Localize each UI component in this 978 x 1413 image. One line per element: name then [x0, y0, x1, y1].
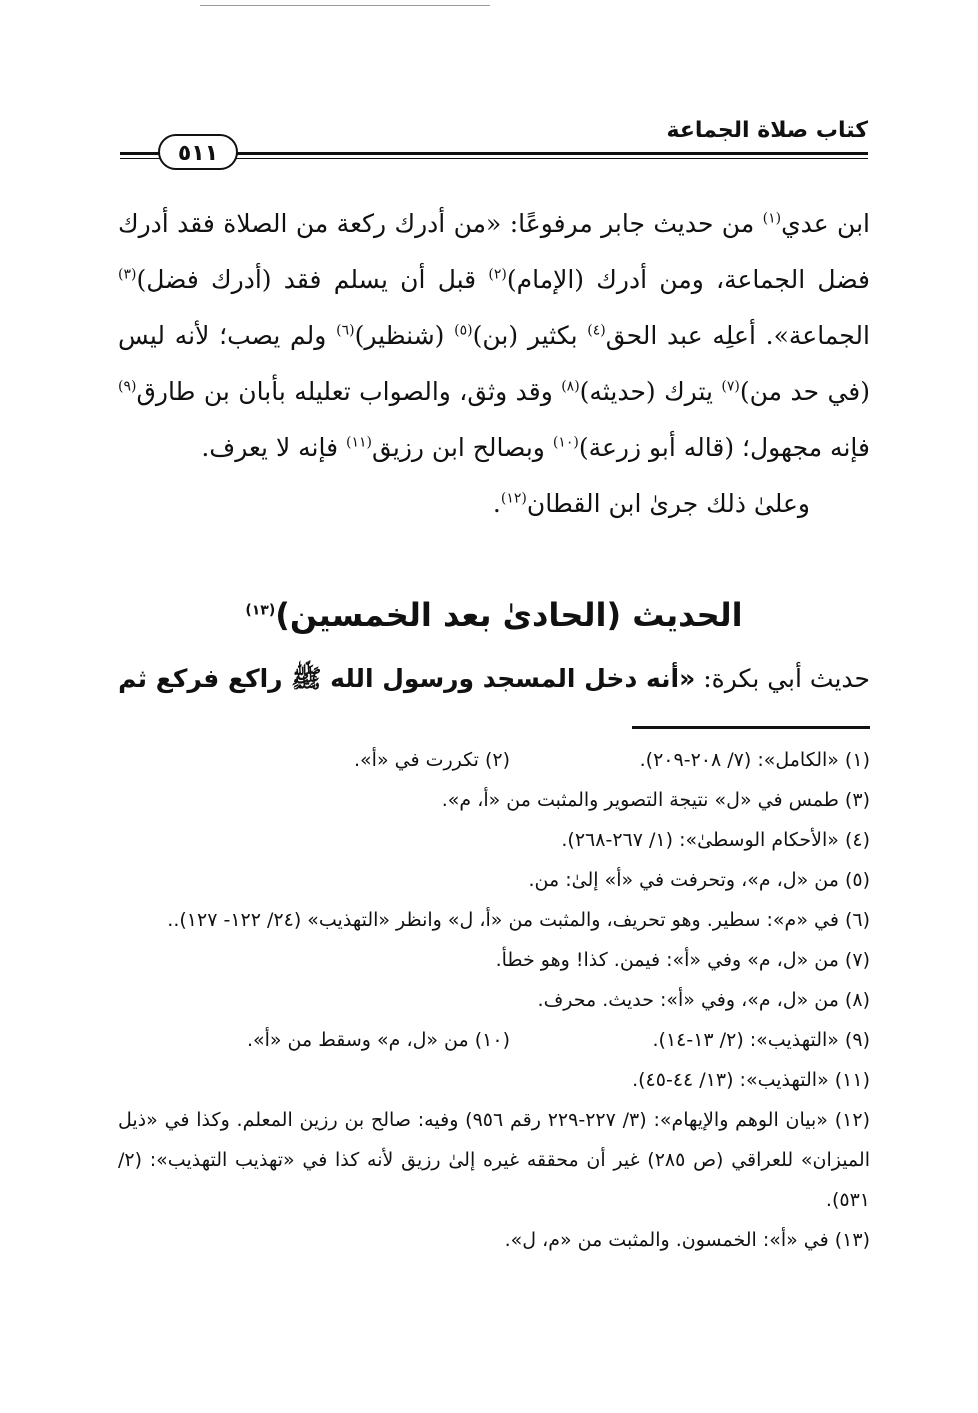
note-ref: (٨)	[561, 378, 580, 395]
note-ref: (١١)	[346, 434, 373, 451]
footnote-7: (٧) من «ل، م» وفي «أ»: فيمن. كذا! وهو خطأ.	[495, 949, 870, 971]
footnote-8: (٨) من «ل، م»، وفي «أ»: حديث. محرف.	[537, 989, 870, 1011]
footnote-9: (٩) «التهذيب»: (٢/ ١٣-١٤).	[652, 1029, 870, 1051]
hadith-quote: «أنه دخل المسجد ورسول الله ﷺ راكع فركع ثم	[118, 664, 696, 693]
paragraph-2	[118, 476, 870, 532]
note-ref: (٩)	[118, 378, 137, 395]
section-heading	[118, 590, 870, 640]
footnote-separator	[632, 726, 870, 729]
footnote-10: (١٠) من «ل، م» وسقط من «أ».	[246, 1029, 510, 1051]
footnote-12: (١٢) «بيان الوهم والإيهام»: (٣/ ٢٢٧-٢٢٩ رقم ٩٥٦) وفيه: صالح بن رزين المعلم. وكذا في «ذيل الميزان» للعراقي (ص ٢٨٥) غير أن محققه غيره إلىٰ رزيق لأنه كذا في «تهذيب التهذيب»: (٢/ ٥٣١).	[118, 1109, 870, 1211]
note-ref: (٤)	[587, 322, 606, 339]
chapter-title: كتاب صلاة الجماعة	[666, 118, 868, 143]
text-span: يترك (حديثه)	[579, 377, 722, 406]
note-ref: (١٣)	[245, 602, 276, 619]
note-ref: (٢)	[488, 266, 507, 283]
footnote-3: (٣) طمس في «ل» نتيجة التصوير والمثبت من «أ، م».	[441, 789, 870, 811]
paragraph-1	[118, 196, 870, 476]
footnote-4: (٤) «الأحكام الوسطىٰ»: (١/ ٢٦٧-٢٦٨).	[561, 829, 870, 851]
footnote-5: (٥) من «ل، م»، وتحرفت في «أ» إلىٰ: من.	[528, 869, 870, 891]
text-span: فإنه مجهول؛ (قاله أبو زرعة)	[578, 433, 870, 462]
text-span: الجماعة». أعلِه عبد الحق	[605, 321, 870, 350]
text-span: وقد وثق، والصواب تعليله بأبان بن طارق	[136, 377, 562, 406]
text-span: وبصالح ابن رزيق	[372, 433, 553, 462]
footnotes	[118, 740, 870, 1260]
text-span: ولم يصب؛ لأنه ليس (في حد من)	[118, 321, 871, 406]
text-span: بكثير (بن)	[472, 321, 588, 350]
note-ref: (٦)	[336, 322, 355, 339]
footnote-row	[118, 740, 870, 780]
text-span: وعلىٰ ذلك جرىٰ ابن القطان	[526, 489, 810, 518]
text-span: .	[492, 489, 501, 518]
footnote-2: (٢) تكررت في «أ».	[354, 749, 510, 771]
note-ref: (٧)	[721, 378, 740, 395]
note-ref: (١٠)	[552, 434, 579, 451]
note-ref: (١٢)	[500, 490, 527, 507]
note-ref: (١)	[762, 210, 782, 227]
footnote-13: (١٣) في «أ»: الخمسون. والمثبت من «م، ل».	[504, 1229, 870, 1251]
top-scan-rule	[200, 5, 490, 6]
page-number: ٥١١	[158, 134, 238, 170]
text-span: من حديث جابر مرفوعًا: «من أدرك ركعة من الصلاة فقد أدرك فضل الجماعة، ومن أدرك (الإمام)	[118, 209, 871, 294]
text-span: ابن عدي	[781, 209, 870, 238]
hadith-line	[118, 654, 870, 704]
footnote-row	[118, 1020, 870, 1060]
note-ref: (٥)	[454, 322, 473, 339]
heading-text: الحديث (الحادىٰ بعد الخمسين)	[275, 596, 743, 634]
text-span: فإنه لا يعرف.	[201, 433, 347, 462]
footnote-11: (١١) «التهذيب»: (١٣/ ٤٤-٤٥).	[632, 1069, 870, 1091]
footnote-1: (١) «الكامل»: (٧/ ٢٠٨-٢٠٩).	[639, 749, 870, 771]
main-text	[118, 196, 870, 532]
hadith-intro: حديث أبي بكرة:	[695, 664, 870, 693]
text-span: (شنظير)	[354, 321, 455, 350]
page-header	[120, 108, 868, 168]
footnote-6: (٦) في «م»: سطير. وهو تحريف، والمثبت من «أ، ل» وانظر «التهذيب» (٢٤/ ١٢٢- ١٢٧)..	[167, 909, 870, 931]
text-span: قبل أن يسلم فقد (أدرك فضل)	[136, 265, 489, 294]
note-ref: (٣)	[118, 266, 137, 283]
